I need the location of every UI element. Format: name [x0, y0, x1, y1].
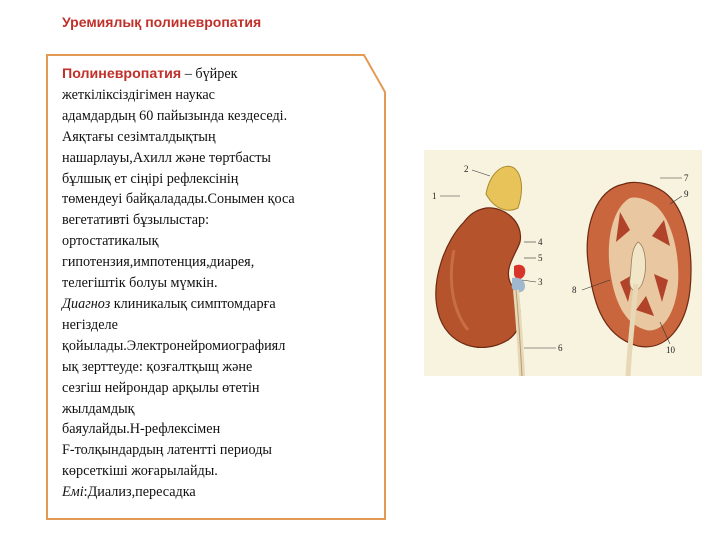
- fig-label-3: 3: [538, 277, 543, 287]
- fig-label-6: 6: [558, 343, 563, 353]
- text-line: бұлшық ет сіңірі рефлексінің: [62, 170, 239, 187]
- treatment-label: Емі: [62, 484, 84, 501]
- fig-label-10: 10: [666, 345, 675, 355]
- fig-label-1: 1: [432, 191, 437, 201]
- left-kidney: [436, 208, 521, 348]
- text-line: жылдамдық: [62, 400, 135, 417]
- slide-title: Уремиялық полиневропатия: [62, 14, 262, 30]
- kidney-anatomy-image: [424, 150, 702, 376]
- text-line: – бүйрек: [181, 66, 238, 82]
- fig-label-4: 4: [538, 237, 543, 247]
- text-line: гипотензия,импотенция,диарея,: [62, 254, 255, 271]
- text-line: клиникалық симптомдарға: [110, 295, 276, 312]
- text-line: вегетативті бұзылыстар:: [62, 212, 210, 229]
- card-body: [62, 64, 378, 503]
- text-line: сезгіш нейрондар арқылы өтетін: [62, 379, 260, 396]
- fig-label-2: 2: [464, 164, 469, 174]
- adrenal-gland: [486, 166, 521, 210]
- fig-label-7: 7: [684, 173, 689, 183]
- fig-label-5: 5: [538, 253, 543, 263]
- text-line: :Диализ,пересадка: [83, 484, 196, 501]
- text-line: нашарлауы,Ахилл және төртбасты: [62, 149, 271, 166]
- text-line: F-толқындардың латентті периоды: [62, 442, 272, 459]
- para-line: [62, 482, 378, 503]
- text-line: қойылады.Электронейромиографиял: [62, 337, 286, 354]
- text-line: негізделе: [62, 316, 118, 333]
- text-line: баяулайды.Н-рефлексімен: [62, 421, 221, 438]
- diagnosis-label: Диагноз: [62, 295, 111, 312]
- text-line: көрсеткіші жоғарылайды.: [62, 463, 218, 480]
- text-line: телегіштік болуы мүмкін.: [62, 275, 218, 292]
- kidney-illustration: [424, 150, 702, 376]
- text-line: жеткіліксіздігімен наукас: [62, 86, 215, 103]
- text-line: ық зерттеуде: қозғалтқыщ және: [62, 358, 253, 375]
- para-line: [62, 294, 378, 315]
- renal-vessels: [514, 265, 525, 279]
- fig-label-9: 9: [684, 189, 689, 199]
- fig-label-8: 8: [572, 285, 577, 295]
- text-line: Аяқтағы сезімталдықтың: [62, 128, 216, 145]
- lead-term: Полиневропатия: [62, 66, 182, 82]
- text-line: адамдардың 60 пайызында кездеседі.: [62, 107, 288, 124]
- text-line: төмендеуі байқаладады.Сонымен қоса: [62, 191, 295, 208]
- text-card: [46, 54, 386, 520]
- text-line: ортостатикалық: [62, 233, 159, 250]
- para-line: [62, 64, 378, 85]
